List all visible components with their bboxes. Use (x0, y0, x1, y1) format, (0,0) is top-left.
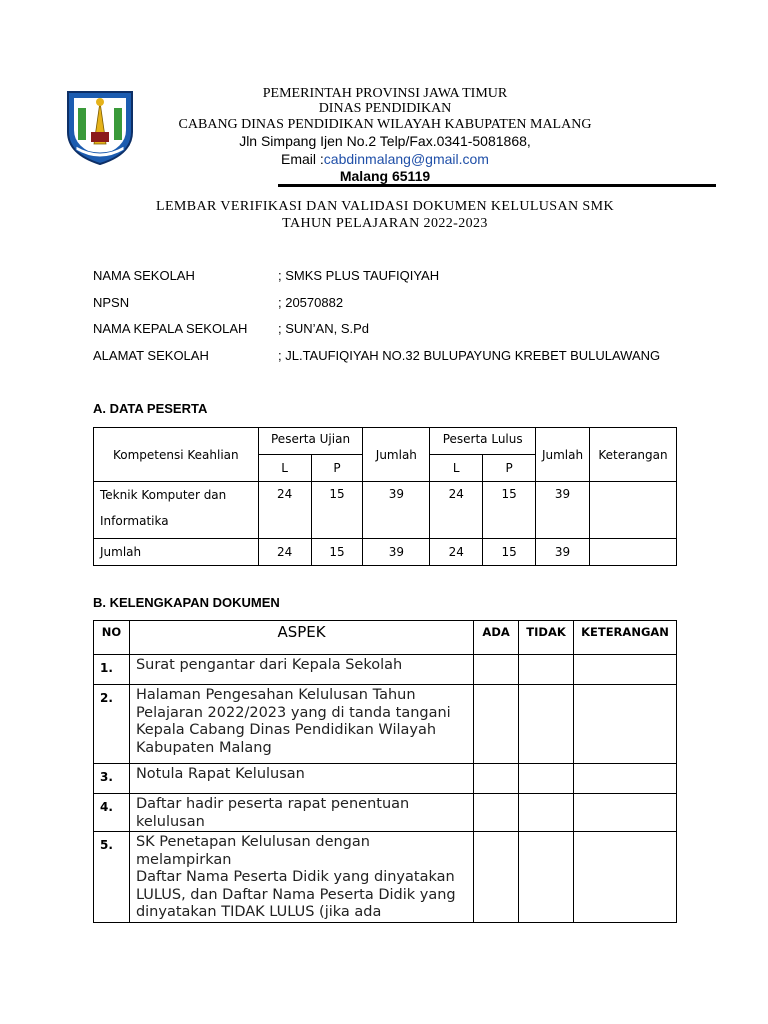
header-peserta-lulus: Peserta Lulus (430, 428, 536, 455)
header-keterangan: Keterangan (590, 428, 677, 482)
ujian-l-value: 24 (258, 482, 311, 539)
item-no: 4. (94, 794, 130, 832)
table-row (94, 685, 677, 764)
kompetensi-cell (94, 482, 259, 539)
total-lulus-p: 15 (483, 539, 536, 566)
item-aspek-line: Daftar Nama Peserta Didik yang dinyatakan (135, 869, 455, 885)
lulus-jumlah-value: 39 (536, 482, 590, 539)
document-title-line1: LEMBAR VERIFIKASI DAN VALIDASI DOKUMEN KELULUSAN SMK (156, 199, 614, 214)
header-ujian-l: L (258, 455, 311, 482)
item-aspek-line: Kabupaten Malang (135, 739, 272, 756)
npsn-label: NPSN (93, 295, 130, 310)
header-lulus-p: P (483, 455, 536, 482)
letterhead-line1: PEMERINTAH PROVINSI JAWA TIMUR (262, 86, 508, 101)
item-no: 3. (94, 764, 130, 794)
school-name-label: NAMA SEKOLAH (93, 268, 195, 283)
kompetensi-line2: Informatika (100, 514, 169, 528)
item-aspek (129, 832, 473, 923)
item-aspek-line: Surat pengantar dari Kepala Sekolah (135, 657, 403, 673)
item-aspek (129, 794, 473, 832)
principal-label: NAMA KEPALA SEKOLAH (93, 321, 248, 336)
total-ujian-p: 15 (311, 539, 363, 566)
email-label: Email : (281, 151, 324, 167)
checkbox-ada[interactable] (474, 655, 519, 685)
header-tidak: TIDAK (519, 621, 574, 655)
kompetensi-line1: Teknik Komputer dan (100, 488, 227, 502)
participant-table (93, 427, 677, 566)
table-row (94, 482, 677, 539)
total-lulus-jumlah: 39 (536, 539, 590, 566)
item-aspek (129, 764, 473, 794)
ujian-jumlah-value: 39 (363, 482, 430, 539)
item-no: 5. (94, 832, 130, 923)
table-row-total (94, 539, 677, 566)
header-no: NO (94, 621, 130, 655)
item-no: 1. (94, 655, 130, 685)
item-aspek (129, 655, 473, 685)
header-kompetensi: Kompetensi Keahlian (94, 428, 259, 482)
section-b-title: B. KELENGKAPAN DOKUMEN (93, 595, 280, 610)
header-peserta-ujian: Peserta Ujian (258, 428, 363, 455)
header-jumlah-ujian: Jumlah (363, 428, 430, 482)
address-value: ; JL.TAUFIQIYAH NO.32 BULUPAYUNG KREBET BULULAWANG (278, 348, 661, 363)
header-jumlah-lulus: Jumlah (536, 428, 590, 482)
item-aspek-line: LULUS, dan Daftar Nama Peserta Didik yang (135, 886, 456, 903)
item-keterangan[interactable] (574, 764, 677, 794)
document-checklist-table (93, 620, 677, 923)
total-ujian-l: 24 (258, 539, 311, 566)
jawa-timur-emblem-icon (64, 88, 136, 166)
table-row (94, 794, 677, 832)
header-lulus-l: L (430, 455, 483, 482)
section-a-title: A. DATA PESERTA (93, 401, 208, 416)
email-link[interactable]: cabdinmalang@gmail.com (323, 151, 489, 167)
item-aspek-line: Pelajaran 2022/2023 yang di tanda tangani (135, 704, 451, 721)
principal-value: ; SUN’AN, S.Pd (278, 321, 370, 336)
total-ujian-jumlah: 39 (363, 539, 430, 566)
keterangan-value (590, 482, 677, 539)
item-keterangan[interactable] (574, 832, 677, 923)
header-ada: ADA (474, 621, 519, 655)
item-aspek (129, 685, 473, 764)
document-title-line2: TAHUN PELAJARAN 2022-2023 (282, 216, 488, 231)
header-aspek: ASPEK (129, 621, 473, 655)
item-keterangan[interactable] (574, 655, 677, 685)
item-keterangan[interactable] (574, 685, 677, 764)
school-name-value: ; SMKS PLUS TAUFIQIYAH (278, 268, 440, 283)
item-aspek-line: SK Penetapan Kelulusan dengan melampirkan (135, 834, 370, 868)
table-row (94, 764, 677, 794)
total-lulus-l: 24 (430, 539, 483, 566)
item-aspek-line: Kepala Cabang Dinas Pendidikan Wilayah (135, 722, 437, 738)
letterhead-email-line (150, 151, 620, 167)
item-aspek-line: Halaman Pengesahan Kelulusan Tahun (135, 687, 416, 703)
header-ujian-p: P (311, 455, 363, 482)
total-label: Jumlah (94, 539, 259, 566)
checkbox-ada[interactable] (474, 764, 519, 794)
checkbox-tidak[interactable] (519, 685, 574, 764)
checkbox-ada[interactable] (474, 685, 519, 764)
letterhead-line3: CABANG DINAS PENDIDIKAN WILAYAH KABUPATEN MALANG (178, 117, 592, 132)
checkbox-tidak[interactable] (519, 655, 574, 685)
npsn-value: ; 20570882 (278, 295, 344, 310)
checkbox-tidak[interactable] (519, 832, 574, 923)
lulus-l-value: 24 (430, 482, 483, 539)
checkbox-ada[interactable] (474, 794, 519, 832)
total-keterangan (590, 539, 677, 566)
lulus-p-value: 15 (483, 482, 536, 539)
checkbox-tidak[interactable] (519, 794, 574, 832)
letterhead-rule (278, 184, 716, 187)
letterhead-city: Malang 65119 (339, 168, 431, 184)
item-aspek-line: dinyatakan TIDAK LULUS (jika ada (135, 904, 382, 920)
checkbox-ada[interactable] (474, 832, 519, 923)
table-row (94, 655, 677, 685)
item-aspek-line: Notula Rapat Kelulusan (135, 766, 305, 782)
header-keterangan-b: KETERANGAN (574, 621, 677, 655)
address-label: ALAMAT SEKOLAH (93, 348, 209, 363)
ujian-p-value: 15 (311, 482, 363, 539)
checkbox-tidak[interactable] (519, 764, 574, 794)
item-no: 2. (94, 685, 130, 764)
item-aspek-line: Daftar hadir peserta rapat penentuan kelulusan (135, 796, 410, 830)
table-row (94, 832, 677, 923)
letterhead-line2: DINAS PENDIDIKAN (318, 101, 452, 116)
letterhead-address: Jln Simpang Ijen No.2 Telp/Fax.0341-5081868, (239, 133, 531, 149)
item-keterangan[interactable] (574, 794, 677, 832)
